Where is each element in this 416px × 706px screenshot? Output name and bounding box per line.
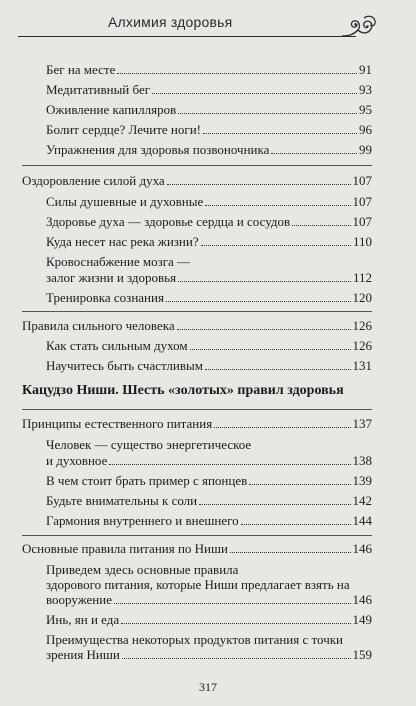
- leader-dots: [214, 425, 350, 428]
- leader-dots: [122, 656, 351, 659]
- toc-entry-line: Человек — существо энергетическое: [46, 437, 252, 452]
- leader-dots: [271, 151, 357, 154]
- toc-entry[interactable]: Инь, ян и еда 149: [46, 612, 372, 627]
- leader-dots: [117, 71, 357, 74]
- section-rule: [22, 165, 372, 166]
- leader-dots: [121, 621, 350, 624]
- section-title[interactable]: Кацудзо Ниши. Шесть «золотых» правил здоровья: [22, 383, 344, 398]
- toc-entry[interactable]: Медитативный бег 93: [46, 82, 372, 97]
- leader-dots: [205, 367, 351, 370]
- toc-entry[interactable]: Здоровье духа — здоровье сердца и сосудов 107: [46, 214, 372, 229]
- toc-entry[interactable]: и духовное 138: [46, 453, 372, 468]
- toc-chapter[interactable]: Основные правила питания по Ниши 146: [22, 541, 372, 556]
- toc-entry[interactable]: Силы душевные и духовные 107: [46, 194, 372, 209]
- leader-dots: [114, 601, 351, 604]
- page-number: 317: [199, 680, 217, 694]
- toc-entry[interactable]: залог жизни и здоровья 112: [46, 270, 372, 285]
- toc-entry[interactable]: зрения Ниши 159: [46, 647, 372, 662]
- leader-dots: [241, 522, 351, 525]
- leader-dots: [152, 91, 357, 94]
- leader-dots: [178, 279, 351, 282]
- leader-dots: [199, 502, 350, 505]
- toc-entry[interactable]: Гармония внутреннего и внешнего 144: [46, 513, 372, 528]
- header-rule: [18, 36, 356, 37]
- section-rule: [22, 535, 372, 536]
- running-title: Алхимия здоровья: [108, 14, 233, 30]
- toc-entry[interactable]: вооружение 146: [46, 592, 372, 607]
- section-rule: [22, 409, 372, 410]
- leader-dots: [292, 223, 350, 226]
- toc-entry-line: Приведем здесь основные правила: [46, 562, 239, 577]
- leader-dots: [203, 131, 357, 134]
- toc-entry[interactable]: Куда несет нас река жизни? 110: [46, 234, 372, 249]
- toc-entry-line: здорового питания, которые Ниши предлагает взять на: [46, 577, 350, 592]
- toc-chapter[interactable]: Принципы естественного питания 137: [22, 416, 372, 431]
- leader-dots: [177, 327, 351, 330]
- leader-dots: [205, 203, 350, 206]
- toc-entry-line: Кровоснабжение мозга —: [46, 254, 191, 269]
- toc-entry-line: Преимущества некоторых продуктов питания с точки: [46, 632, 344, 647]
- leader-dots: [109, 462, 350, 465]
- toc-entry[interactable]: Научитесь быть счастливым 131: [46, 358, 372, 373]
- leader-dots: [249, 482, 350, 485]
- toc-entry[interactable]: Оживление капилляров 95: [46, 102, 372, 117]
- leader-dots: [201, 243, 351, 246]
- leader-dots: [166, 299, 351, 302]
- toc-entry[interactable]: Болит сердце? Лечите ноги! 96: [46, 122, 372, 137]
- section-rule: [22, 311, 372, 312]
- toc-entry[interactable]: В чем стоит брать пример с японцев 139: [46, 473, 372, 488]
- toc-entry[interactable]: Бег на месте 91: [46, 62, 372, 77]
- leader-dots: [230, 550, 351, 553]
- running-head: [0, 0, 416, 40]
- toc-entry[interactable]: Как стать сильным духом 126: [46, 338, 372, 353]
- toc-chapter[interactable]: Оздоровление силой духа 107: [22, 173, 372, 188]
- leader-dots: [178, 111, 357, 114]
- leader-dots: [167, 182, 351, 185]
- toc-entry[interactable]: Тренировка сознания 120: [46, 290, 372, 305]
- leader-dots: [190, 347, 351, 350]
- toc-entry[interactable]: Упражнения для здоровья позвоночника 99: [46, 142, 372, 157]
- toc-entry[interactable]: Будьте внимательны к соли 142: [46, 493, 372, 508]
- flourish-ornament-icon: [340, 14, 378, 40]
- toc-chapter[interactable]: Правила сильного человека 126: [22, 318, 372, 333]
